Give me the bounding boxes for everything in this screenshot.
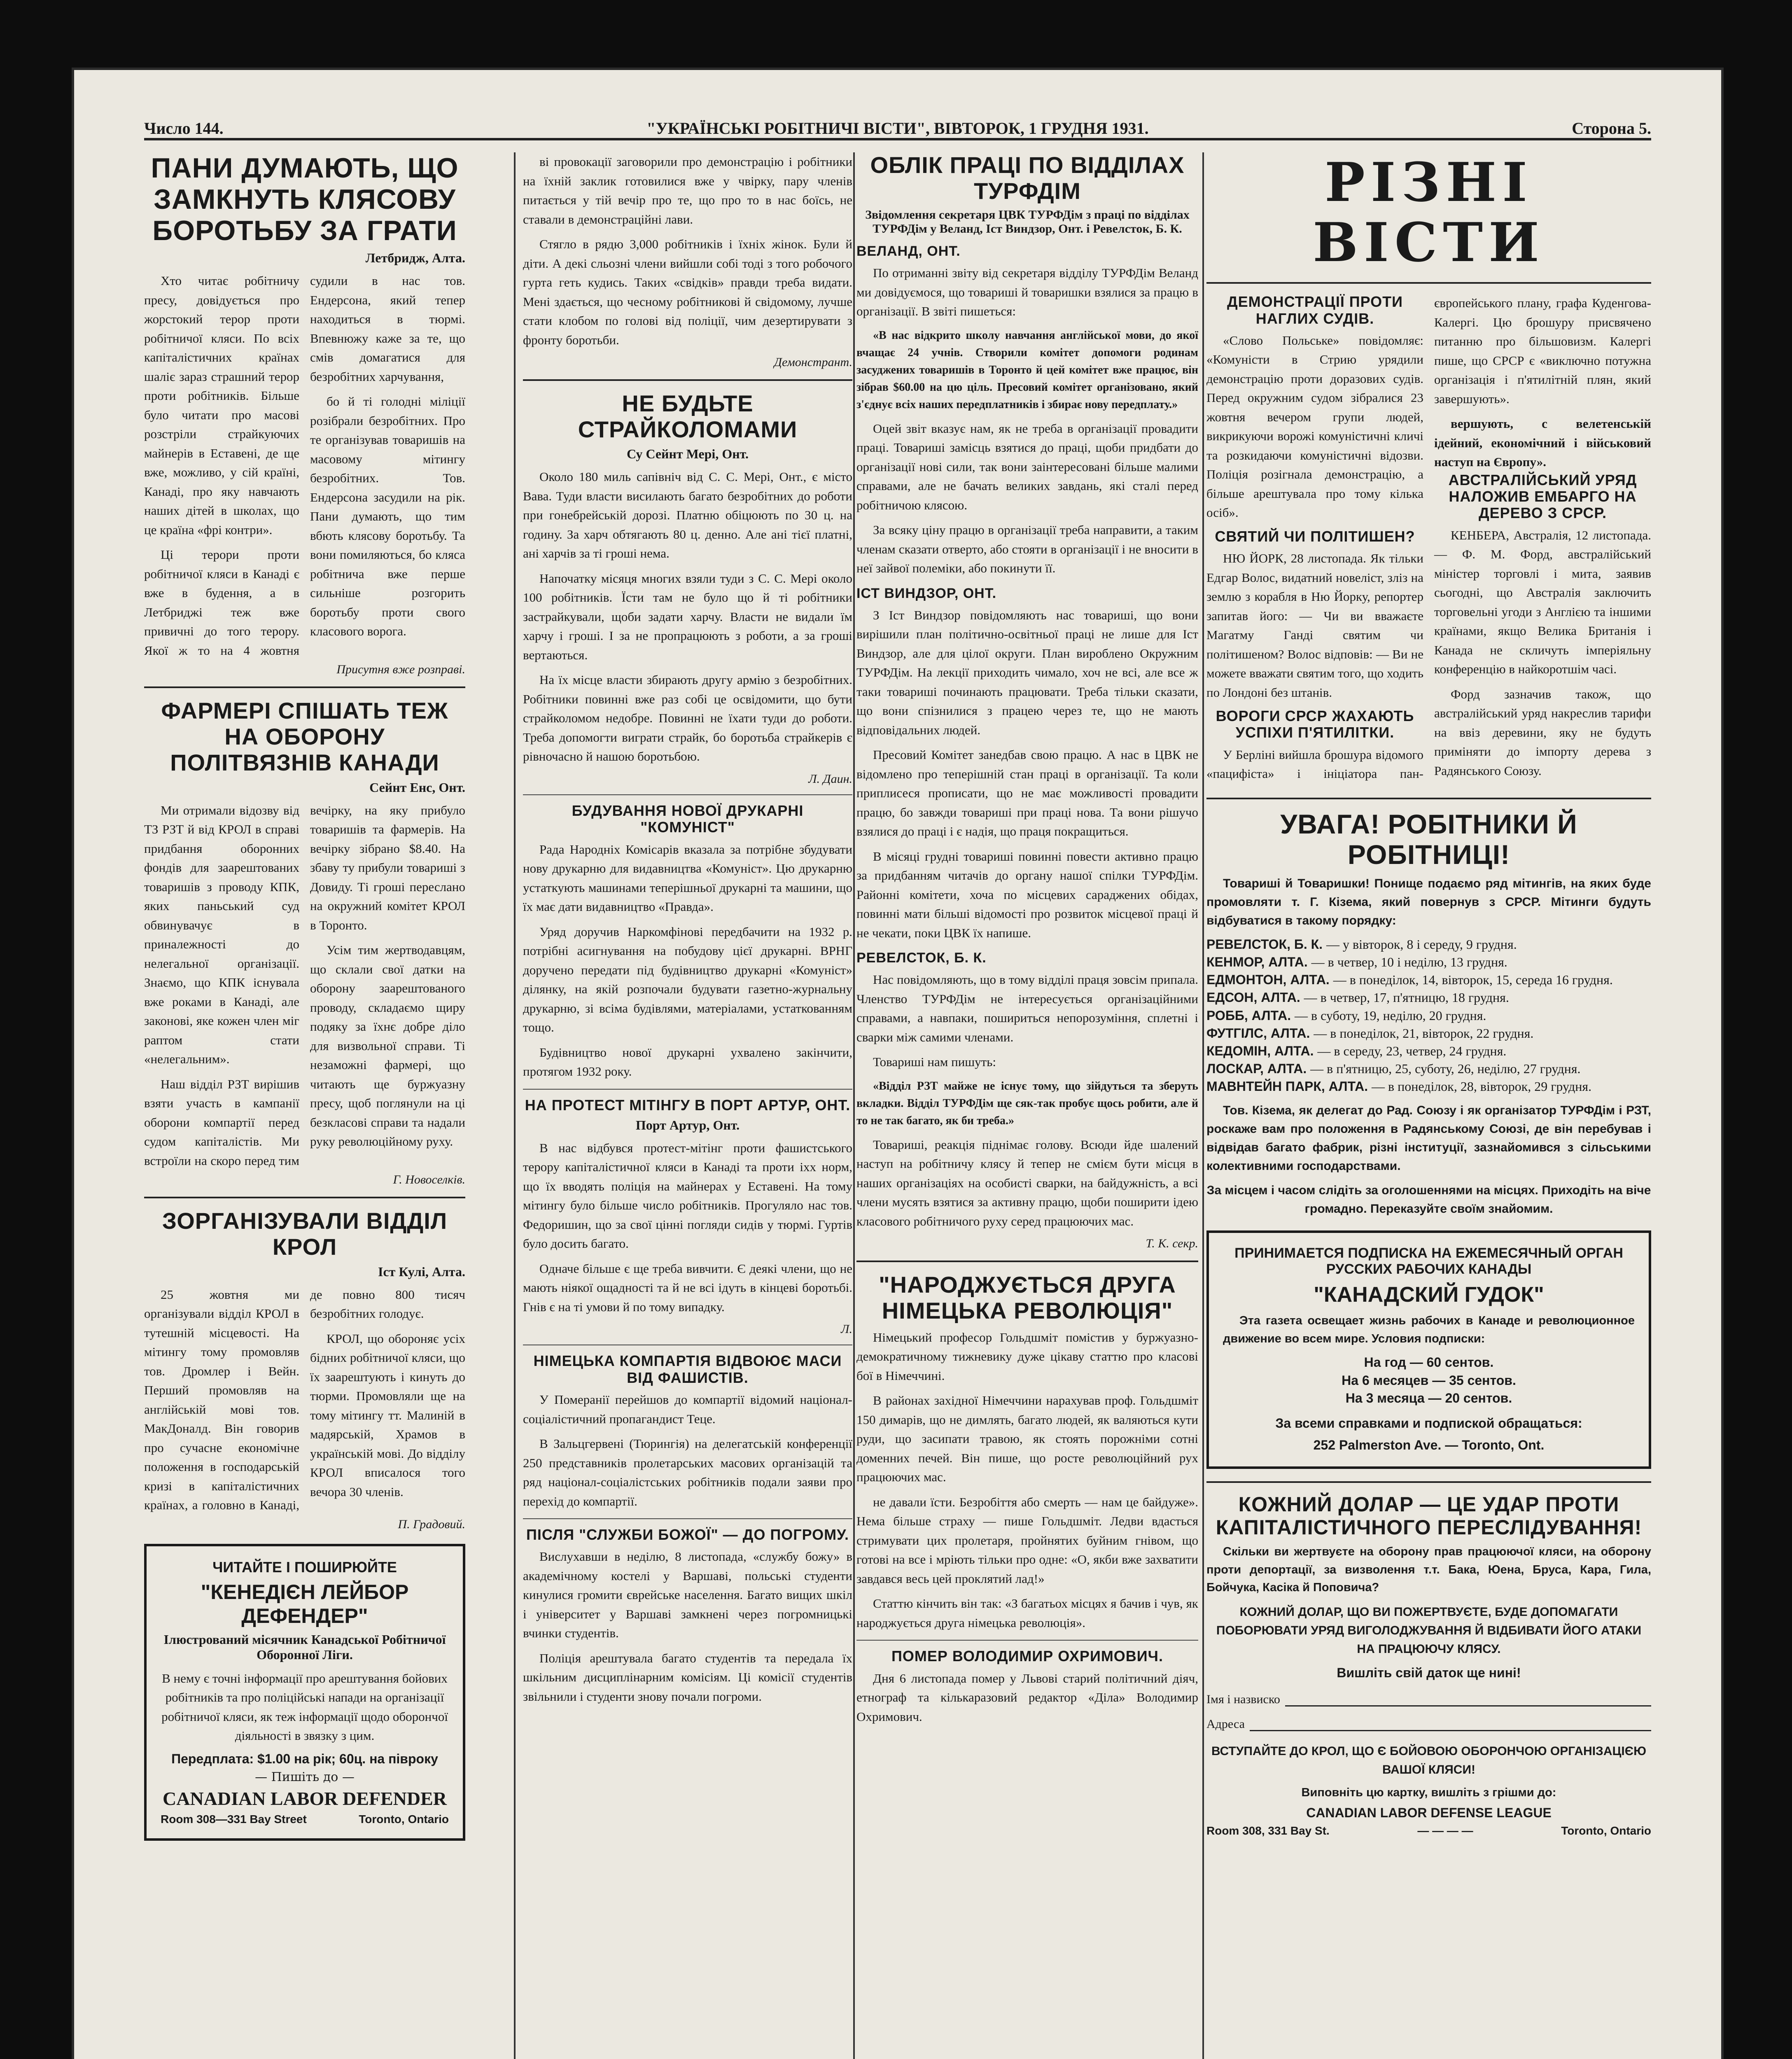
signature: Т. К. секр. (1146, 1237, 1198, 1251)
dateline: Іст Кулі, Алта. (378, 1264, 465, 1279)
paragraph: не давали їсти. Безробіття або смерть — нам це байдуже». Нема більше страху — пише Гольдшміт. Ледви вдасться стримувати цих пролетаря, пройнятих буйним гнівом, що готові на все і мріють тільки про одне: «О, якби вже захватити завдався весь цей проклятий лад!» (856, 1494, 1198, 1586)
signature: П. Градовий. (398, 1517, 465, 1531)
meeting-dates: — в понеділок, 14, вівторок, 15, середа 16 грудня. (1333, 972, 1613, 987)
ad-title: "КЕНЕДІЄН ЛЕЙБОР ДЕФЕНДЕР" (201, 1580, 409, 1627)
price-year: На год — 60 сентов. (1364, 1355, 1494, 1370)
divider (523, 1518, 852, 1519)
article-headline: НІМЕЦЬКА КОМПАРТІЯ ВІДВОЮЄ МАСИ ВІД ФАШИСТІВ. (533, 1352, 842, 1386)
form-text: ВСТУПАЙТЕ ДО КРОЛ, ЩО Є БОЙОВОЮ ОБОРОНЧОЮ ОРГАНІЗАЦІЄЮ ВАШОЇ КЛЯСИ! (1211, 1744, 1647, 1777)
column-rule (1202, 152, 1204, 2059)
notice-footer-2: За місцем і часом слідіть за оголошеннями на місцях. Приходіть на віче громадно. Переказуйте своїм знайомим. (1206, 1184, 1651, 1216)
article-body (144, 271, 465, 660)
paragraph: бо й ті голодні міліції розібрали безробітних. Про те організував товаришів на масовому мітингу безробітних. Тов. Ендерсона засудили на рік. Пани думають, що тим вбють клясову боротьбу. Та вони помиляються, бо кляса робітнича вже перше сильніше розгорить боротьбу проти свого класового ворога. (310, 394, 465, 639)
article-headline: ВОРОГИ СРСР ЖАХАЮТЬ УСПІХИ П'ЯТИЛІТКИ. (1216, 707, 1414, 741)
column-3 (856, 152, 1198, 1732)
ad-title: "КАНАДСКИЙ ГУДОК" (1314, 1283, 1544, 1307)
dateline: Сейнт Енс, Онт. (369, 780, 465, 795)
article-headline: НА ПРОТЕСТ МІТІНГУ В ПОРТ АРТУР, ОНТ. (525, 1096, 851, 1114)
ad-contact: За всеми справками и подпиской обращаться: (1275, 1416, 1582, 1431)
news-columns (1206, 294, 1651, 788)
form-call: Вишліть свій даток ще нині! (1337, 1665, 1521, 1680)
meeting-dates: — в суботу, 19, неділю, 20 грудня. (1294, 1008, 1486, 1023)
paragraph: В місяці грудні товариші повинні повести активно працю за придбанням читачів до органу нашої спілки ТУРФДім. Районні комітети, хоча по місцевих сараджених обідах, повинні мати більші відомості про розвиток місцевої праці й не чекати, поки ЦВК їх напише. (856, 849, 1198, 940)
article-svyatyi (1206, 528, 1423, 702)
newspaper-page (74, 70, 1721, 2059)
meeting-dates: — в п'ятницю, 25, суботу, 26, неділю, 27 грудня. (1310, 1061, 1581, 1076)
meeting-dates: — в четвер, 10 і неділю, 13 грудня. (1311, 954, 1507, 969)
paragraph: У Померанії перейшов до компартії відомий націонал-соціалістичний пропагандист Теце. (523, 1392, 852, 1426)
paragraph: ві провокації заговорили про демонстрацію і робітники на їхній заклик готовилися вже у чвірку, пару членів питається у тій вечір про те, що про то в нас боїсь, не ставали в демонстраційні лави. (523, 154, 852, 226)
paragraph: Хто читає робітничу пресу, довідується про жорстокий терор проти робітничої кляси. По всіх капіталістичних країнах шаліє зараз страшний терор проти робітників. Більше було читати про масові розстріли страйкуючих майнерів в Еставені, де ще вже, можливо, у сій країні, Канаді, про яку навчають наших дітей в школах, що це країна «фрі контри». (144, 273, 299, 537)
article-headline: "НАРОДЖУЄТЬСЯ ДРУГА НІМЕЦЬКА РЕВОЛЮЦІЯ" (879, 1272, 1176, 1324)
meeting-place: ФУТГІЛС, АЛТА. (1206, 1025, 1314, 1041)
article-headline: БУДУВАННЯ НОВОЇ ДРУКАРНІ "КОМУНІСТ" (572, 802, 804, 836)
divider (523, 1089, 852, 1090)
page-number: Сторона 5. (1572, 119, 1651, 138)
meeting-dates: — в понеділок, 28, вівторок, 29 грудня. (1372, 1079, 1592, 1094)
article-body (144, 1285, 465, 1515)
masthead (144, 113, 1651, 140)
labor-defender-ad (144, 1544, 465, 1841)
signature: Г. Новоселків. (393, 1173, 465, 1187)
address-field-label: Адреса (1206, 1717, 1245, 1731)
paragraph: вершують, с велетенській ідейний, економічний і військовий наступ на Європу». (1434, 416, 1651, 469)
notice-headline: УВАГА! РОБІТНИКИ Й РОБІТНИЦІ! (1280, 808, 1577, 870)
column-2 (523, 152, 852, 1712)
column-rule (853, 152, 855, 2059)
divider (1206, 1481, 1651, 1483)
ad-city: Toronto, Ontario (359, 1812, 449, 1826)
paragraph: За всяку ціну працю в організації треба направити, а таким членам сказати отверто, або стояти в організації і не вносити в неї зайвої полеміки, або покинути її. (856, 523, 1198, 576)
paragraph: Ми отримали відозву від ТЗ РЗТ й від КРОЛ в справі придбання оборонних фондів для заарештованих товаришів з проводу КПК, яких паньський суд обвинувачує в приналежності до нелегальної організації. Знаємо, що КПК існувала вже роками в Канаді, але законові, яке кожен член міг раптом стати «нелегальним». (144, 803, 299, 1067)
paragraph: Усім тим жертводавцям, що склали свої датки на оборону заарештованого проводу, складаємо щиру подяку за їхнє добре діло для визвольної справи. Ті незаможні фармері, що читають ще буржуазну пресу, щоб поглянули на ці безкласові справи та надали руку революційному руху. (310, 943, 465, 1149)
meeting-place: ЕДСОН, АЛТА. (1206, 990, 1304, 1005)
paragraph: На їх місце власти збирають другу армію з безробітних. Робітники повинні вже раз собі це освідомити, що бути страйколомом недобре. Повинні не їхати туди до роботи. Треба допомогти виграти страйк, бо боротьба страйкерів є рівночасно й нашою боротьбою. (523, 672, 852, 764)
ad-address-row (161, 1813, 449, 1826)
paragraph: Будівництво нової друкарні ухвалено закінчити, протягом 1932 року. (523, 1045, 852, 1079)
article-headline: СВЯТИЙ ЧИ ПОЛІТИШЕН? (1215, 528, 1415, 545)
divider (1206, 282, 1651, 284)
paragraph: 25 жовтня ми організували відділ КРОЛ в тутешній місцевості. На мітингу тому промовляв тов. Дромлер і Вейн. Перший промовляв на англійській мові тов. МакДоналд. Він говорив про сучасне економічне положення в господарській кризі в капіталістичних країнах, а головно в Канаді, де повно 800 тисяч безробітних голодує. (144, 1287, 465, 1513)
meeting-place: РЕВЕЛСТОК, Б. К. (1206, 936, 1326, 952)
paragraph: Ці терори проти робітничої кляси в Канаді є вже в будення, а в Летбриджі теж вже привичні до того терору. Якої ж то на 4 жовтня судили в нас тов. Ендерсона, який тепер находиться в тюрмі. Впевнюжу каже за те, що смів домагатися для безробітних харчування, (144, 273, 465, 658)
form-dash: — — — — (1417, 1824, 1473, 1837)
paragraph: Напочатку місяця многих взяли туди з С. С. Мері около 100 робітників. Їсти там не було що й ті робітники застрайкували, щоби задати харчу. Власти не видали їм харчу і гроші. І за не пропрацюють з роботи, а за гроші вертаються. (523, 571, 852, 662)
meeting-place: КЕНМОР, АЛТА. (1206, 954, 1311, 969)
paragraph: Уряд доручив Наркомфінові передбачити на 1932 р. потрібні асигнування на побудову цієї друкарні. ВРНГ доручено передати під будівництво друкарні «Комуніст» ділянку, на якій розпочали будувати газетно-журнальну друкарню, зі всіма будівлями, матеріалами, устаткованням тощо. (523, 924, 852, 1035)
signature: Л. (841, 1322, 852, 1336)
meeting-item (1206, 1078, 1651, 1095)
meeting-item (1206, 1060, 1651, 1078)
notice-footer: Тов. Кізема, як делегат до Рад. Союзу і як організатор ТУРФДім і РЗТ, роскаже вам про положення в Радянському Союзі, де він перебував і відвідав багато фабрик, різні інституції, зазнайомився з сільськими колективними господарствами. (1206, 1104, 1651, 1173)
price-3-months: На 3 месяца — 20 сентов. (1345, 1390, 1512, 1405)
name-field-label: Імя і назвиско (1206, 1692, 1280, 1706)
divider (856, 1261, 1198, 1262)
paragraph: Товариші, реакція піднімає голову. Всюди йде шалений наступ на робітничу клясу й тепер не смієм бути місця в наших організаціях на особисті сварки, на байдужність, а всі члени мусять взятися за активну працю, щоби поширити ідею класового робітничого руху серед працюючих мас. (856, 1137, 1198, 1228)
article-body (144, 801, 465, 1171)
newspaper-title: "УКРАЇНСЬКІ РОБІТНИЧІ ВІСТИ", ВІВТОРОК, 1 ГРУДНЯ 1931. (646, 119, 1149, 138)
meeting-place: МАВНТЕЙН ПАРК, АЛТА. (1206, 1079, 1372, 1094)
article-nimetska-revolutsia (856, 1272, 1198, 1632)
meeting-place: ЕДМОНТОН, АЛТА. (1206, 972, 1333, 987)
name-field[interactable] (1206, 1692, 1651, 1706)
paragraph: Пресовий Комітет занедбав свою працю. А нас в ЦВК не відомлено про теперішній стан праці в організації. Та коли приплисеся прописати, що не має можливості провадити працю, бо завжди товариші при праці нова. Та вони рішучо взялися до праці і є надія, що праця покращиться. (856, 747, 1198, 839)
article-headline: ОБЛІК ПРАЦІ ПО ВІДДІЛАХ ТУРФДІМ (870, 152, 1185, 204)
paragraph: Вислухавши в неділю, 8 листопада, «службу божу» в академічному костелі у Варшаві, польські студенти кинулися громити єврейське населення. Багато вищих шкіл і університет у Варшаві замкнені через погромницькі вчинки студентів. (523, 1549, 852, 1641)
form-instruction: Виповніть цю картку, вишліть з грішми до: (1301, 1786, 1556, 1800)
paragraph: КРОЛ, що обороняє усіх бідних робітничої кляси, що їх заарештують і кинуть до тюрми. Промовляли ще на тому мітингу тт. Малиній в мадярській, Храмов в українській мові. До відділу КРОЛ вписалося того вечора 30 членів. (310, 1331, 465, 1499)
divider (144, 686, 465, 688)
article-straikolomy (523, 391, 852, 786)
section-place: ІСТ ВИНДЗОР, ОНТ. (856, 585, 997, 601)
meeting-place: РОББ, АЛТА. (1206, 1008, 1295, 1023)
ad-body: В нему є точні інформації про арештування бойових робітників та про поліційські напади на організації робітничої кляси, як теж інформації щодо оборончої діяльності в звязку з цим. (161, 1671, 448, 1743)
meeting-place: ЛОСКАР, АЛТА. (1206, 1061, 1311, 1076)
form-address-row (1206, 1824, 1651, 1837)
signature: Присутня вже розправі. (336, 663, 465, 677)
dateline: Су Сейнт Мері, Онт. (627, 446, 749, 462)
divider (523, 794, 852, 795)
ad-org-name: CANADIAN LABOR DEFENDER (162, 1788, 447, 1809)
donation-form (1206, 1493, 1651, 1837)
paragraph: В нас відбувся протест-мітінг проти фашистського терору капіталістичної кляси в Канаді та проти іхх норм, що їх вводять поліція на майнерах у Еставені. На тому мітингу було більше число робітників. Прогуляло нас тов. Федоришин, що за свої цінні погляди сидів у тюрмі. Гуртів було досить багато. (523, 1140, 852, 1251)
divider (523, 379, 852, 381)
paragraph: Около 180 миль сапівніч від С. С. Мері, Онт., є місто Вава. Туди власти висилають багато безробітних до роботи при гонебрейській дорозі. Платню обіцюють по 30 ц. на годину. За харч обтягають 80 ц. денно. Але ані тієї платні, ані харчів за ті гроші нема. (523, 469, 852, 561)
paragraph: Дня 6 листопада помер у Львові старий політичний діяч, етнограф та кількаразовий редактор «Діла» Володимир Охримович. (856, 1671, 1198, 1724)
paragraph: Одначе більше є ще треба вивчити. Є деякі члени, що не мають ніякої ощадності та й не всі ідуть в кінцеві боротьбі. Гнів є на ті умови й по тому випадку. (523, 1261, 852, 1314)
address-field[interactable] (1206, 1717, 1651, 1731)
article-kompartia (523, 1353, 852, 1511)
paragraph: Поліція арештувала багато студентів та передала їх шкільним дисциплінарним комісіям. Ці комісії студентів звільнили і студенти знову почали погроми. (523, 1650, 852, 1704)
meeting-item (1206, 1007, 1651, 1025)
price-6-months: На 6 месяцев — 35 сентов. (1342, 1373, 1516, 1388)
article-headline: ФАРМЕРІ СПІШАТЬ ТЕЖ НА ОБОРОНУ ПОЛІТВЯЗНІВ КАНАДИ (161, 698, 448, 775)
article-drukarnia (523, 803, 852, 1081)
paragraph: Товариші нам пишуть: (873, 1055, 996, 1069)
article-subheading: Звідомлення секретаря ЦВК ТУРФДім з праці по відділах ТУРФДім у Веланд, Іст Виндзор, Онт. і Ревелсток, Б. К. (865, 208, 1190, 236)
paragraph: По отриманні звіту від секретаря відділу ТУРФДім Веланд ми довідуємося, що товариші й товаришки взялися за працю в організації. В звіті пишеться: (856, 266, 1198, 319)
meeting-dates: — в понеділок, 21, вівторок, 22 грудня. (1314, 1025, 1534, 1041)
article-demonstratsii (1206, 294, 1423, 523)
address-field-line[interactable] (1250, 1718, 1651, 1731)
meeting-dates: — у вівторок, 8 і середу, 9 грудня. (1326, 936, 1517, 952)
ad-price: Передплата: $1.00 на рік; 60ц. на півроку (171, 1751, 438, 1766)
ad-line: ПРИНИМАЕТСЯ ПОДПИСКА НА ЕЖЕМЕСЯЧНЫЙ ОРГАН РУССКИХ РАБОЧИХ КАНАДЫ (1234, 1245, 1623, 1277)
paragraph: Стягло в рядю 3,000 робітників і їхніх жінок. Були й діти. А декі сльозні члени вийшли собі тоді з того робочого гурта геть кудись. Таких «свідків» правди треба видати. Мені здається, що чесному робітникові й свідомому, лучше стати клобом по голові від поліції, чим дезертирувати з фронту боротьби. (523, 237, 852, 347)
article-continuation (523, 152, 852, 369)
signature: Демонстрант. (774, 355, 852, 369)
form-city: Toronto, Ontario (1561, 1824, 1651, 1837)
meeting-item (1206, 953, 1651, 971)
article-headline: ДЕМОНСТРАЦІЇ ПРОТИ НАГЛИХ СУДІВ. (1227, 293, 1403, 327)
meeting-item (1206, 1042, 1651, 1060)
meeting-item (1206, 971, 1651, 989)
paragraph: Наш відділ РЗТ вирішив взяти участь в кампанії оборони компартії перед судом капіталістів. Ми встроїли на скоро перед тим вечірку, на яку прибуло товаришів та фармерів. На вечірку зібрано $8.40. На збаву ту прибули товариші з Довиду. Ті гроші переслано на окружний комітет КРОЛ в Торонто. (144, 803, 465, 1168)
signature: Л. Даин. (808, 772, 852, 786)
divider (144, 1197, 465, 1198)
form-org: CANADIAN LABOR DEFENSE LEAGUE (1306, 1805, 1552, 1821)
meeting-list (1206, 936, 1651, 1096)
paragraph: Німецький професор Гольдшміт помістив у буржуазно-демократичному тижневику дуже цікаву статтю про класові бої в Німеччині. (856, 1330, 1198, 1383)
paragraph: Статтю кінчить він так: «З багатьох місцях я бачив і чув, як народжується друга німецька революція». (856, 1596, 1198, 1630)
notice-intro: Товариші й Товаришки! Понище подаємо ряд мітингів, на яких буде промовляти т. Г. Кізема, який повернув з СРСР. Мітинги будуть відбуватися в такому порядку: (1206, 876, 1651, 927)
form-text: КОЖНИЙ ДОЛАР, ЩО ВИ ПОЖЕРТВУЄТЕ, БУДЕ ДОПОМАГАТИ ПОБОРЮВАТИ УРЯД ВИГОЛОДЖУВАННЯ Й ВІДБИВАТИ ЙОГО АТАКИ НА ПРАЦЮЮЧУ КЛЯСУ. (1216, 1605, 1642, 1656)
article-headline: АВСТРАЛІЙСЬКИЙ УРЯД НАЛОЖИВ ЕМБАРГО НА ДЕРЕВО З СРСР. (1448, 471, 1637, 522)
meeting-item (1206, 989, 1651, 1006)
article-okhrymovych (856, 1648, 1198, 1726)
divider (856, 1640, 1198, 1641)
ad-line: ЧИТАЙТЕ І ПОШИРЮЙТЕ (212, 1558, 397, 1576)
paragraph: Форд зазначив також, що австралійський уряд накреслив тарифи на ввіз деревини, яку не будуть приміняти до імпорту дерева з Радянського Союзу. (1434, 686, 1651, 778)
paragraph: З Іст Виндзор повідомляють нас товариші, що вони вирішили план політично-освітньої праці не лише для Іст Виндзор, але для цілої округи. План вироблено Окружним ТУРФДім. На лекції приходить чимало, хоч не всі, але все ж таки товариші починають працювати. Треба тільки сказати, що вони спізнилися з працею через те, що не мають відповідальних людей. (856, 607, 1198, 737)
article-oblik-pratsi (856, 152, 1198, 1251)
article-headline: ЗОРГАНІЗУВАЛИ ВІДДІЛ КРОЛ (162, 1208, 448, 1260)
paragraph: Оцей звіт вказує нам, як не треба в організації провадити праці. Товариші замісць взятися до праці, щоби придбати до організації нові сили, так вони заінтересовані більше малими справами, але не бачать великих завдань, які сталі перед робітничою клясою. (856, 421, 1198, 512)
kanadskiy-gudok-ad (1206, 1230, 1651, 1469)
paragraph: В районах західної Німеччини нарахував проф. Гольдшміт 150 димарів, що не димлять, багато людей, як валяються кути руди, що засипати травою, як стоять порожніми сотні доменних печей. Він пише, що росте революційний рух працюючих мас. (856, 1393, 1198, 1485)
ad-address: 252 Palmerston Ave. — Toronto, Ont. (1313, 1438, 1545, 1453)
paragraph: КЕНБЕРА, Австралія, 12 листопада. — Ф. М. Форд, австралійський міністер торговлі і мита, заявив сьогодні, що Австралія заключить торговельні угоди з Англією та іншими країнами, якщо Велика Британія і Канада не скличуть імперіяльну конференцію в найкоротшім часі. (1434, 528, 1651, 677)
form-text: Скільки ви жертвуєте на оборону прав працюючої кляси, на оборону проти депортації, за визволення т.т. Бака, Юена, Бруса, Кара, Гила, Бойчука, Касіка й Поповича? (1206, 1545, 1651, 1594)
column-1 (144, 152, 465, 1853)
article-headline: ПОМЕР ВОЛОДИМИР ОХРИМОВИЧ. (891, 1648, 1163, 1665)
article-klyasova-borotba (144, 152, 465, 677)
meetings-notice (1206, 809, 1651, 1219)
article-headline: ПАНИ ДУМАЮТЬ, ЩО ЗАМКНУТЬ КЛЯСОВУ БОРОТЬБУ ЗА ГРАТИ (151, 152, 459, 247)
name-field-line[interactable] (1285, 1693, 1651, 1706)
quote: «Відділ РЗТ майже не існує тому, що зійдуться та зберуть вкладки. Відділ ТУРФДім ще сяк-так пробує щось робити, але й то не так багато, як би треба.» (856, 1079, 1198, 1127)
form-address: Room 308, 331 Bay St. (1206, 1824, 1330, 1837)
paragraph: «Слово Польське» повідомляє: «Комуністи в Стрию урядили демонстрацію проти доразових судів. Перед окружним судом зібралися 23 жовтня вечером групи людей, викрикуючи ворожі комуністичні кличі та розкидаючи комуністичні відозви. Поліція розігнала демонстрацію, а більше арештувала про тому кілька осіб». (1206, 333, 1423, 520)
paragraph: В Зальцгервені (Тюрингія) на делегатській конференції 250 представників пролетарських масових організацій та ряд націонал-соціалістських робітників подали заяви про перехід до компартії. (523, 1436, 852, 1508)
paragraph: У Берліні вийшла брошура відомого «пацифіста» і ініціатора пан-європейського плану, графа Куденгова-Калергі. Цю брошуру присвячено питанню про більшовизм. Калергі пише, що СРСР є «виключно потужна організація і п'ятилітній плян, який завершують». (1206, 296, 1651, 781)
ad-description: Эта газета освещает жизнь рабочих в Канаде и революционное движение во всем мире. Условия подписки: (1223, 1314, 1635, 1345)
column-4 (1206, 152, 1651, 1837)
section-place: РЕВЕЛСТОК, Б. К. (856, 950, 987, 966)
article-farmeri (144, 698, 465, 1187)
issue-number: Число 144. (144, 119, 224, 138)
ad-description: Ілюстрований місячник Канадської Робітничої Оборонної Ліги. (163, 1632, 446, 1662)
article-headline: НЕ БУДЬТЕ СТРАЙКОЛОМАМИ (578, 390, 798, 442)
article-headline: ПІСЛЯ "СЛУЖБИ БОЖОЇ" — ДО ПОГРОМУ. (526, 1526, 849, 1543)
meeting-dates: — в середу, 23, четвер, 24 грудня. (1317, 1043, 1507, 1058)
article-australia (1434, 472, 1651, 780)
paragraph: Рада Народніх Комісарів вказала за потрібне збудувати нову друкарню для видавництва «Комуніст». Цю друкарню устаткують машинами теперішньої друкарні та машини, що їх має дати видавництво «Правда». (523, 842, 852, 914)
ad-address: Room 308—331 Bay Street (161, 1812, 307, 1826)
form-headline: КОЖНИЙ ДОЛАР — ЦЕ УДАР ПРОТИ КАПІТАЛІСТИЧНОГО ПЕРЕСЛІДУВАННЯ! (1216, 1493, 1642, 1539)
ad-write: — Пишіть до — (255, 1770, 355, 1784)
paragraph: НЮ ЙОРК, 28 листопада. Як тільки Едгар Волос, видатний новеліст, зліз на землю з корабля в Ню Йорку, репортер запитав його: — Чи ви вважаєте Магатму Ганді святим чи політишеном? Волос відповів: — Ви не можете вважати святим того, що ходить по Лондоні без штанів. (1206, 551, 1423, 700)
meeting-dates: — в четвер, 17, п'ятницю, 18 грудня. (1304, 990, 1509, 1005)
dateline: Летбридж, Алта. (365, 250, 465, 266)
article-krol (144, 1208, 465, 1531)
meeting-item (1206, 1025, 1651, 1042)
article-pogrom (523, 1527, 852, 1706)
meeting-item (1206, 936, 1651, 953)
section-banner: РІЗНІ ВІСТИ (1313, 152, 1545, 274)
paragraph: Нас повідомляють, що в тому відділі праця зовсім припала. Членство ТУРФДім не інтересується організаційними справами, а навпаки, пошириться непорозуміння, сплетні і сварки між самими членами. (856, 972, 1198, 1044)
meeting-place: КЕДОМІН, АЛТА. (1206, 1043, 1318, 1058)
section-place: ВЕЛАНД, ОНТ. (856, 243, 961, 259)
column-rule (514, 152, 516, 2059)
dateline: Порт Артур, Онт. (635, 1117, 740, 1132)
divider (1206, 798, 1651, 799)
quote: «В нас відкрито школу навчання англійської мови, до якої вчащає 24 учнів. Створили комітет допомоги родинам засуджених товаришів в Торонто й цей комітет вже працює, він зібрав $60.00 на цю ціль. Пресовий комітет організовано, який з'єднує всіх наших передплатників і збирає нову передплату.» (856, 329, 1198, 411)
article-port-artur (523, 1097, 852, 1337)
